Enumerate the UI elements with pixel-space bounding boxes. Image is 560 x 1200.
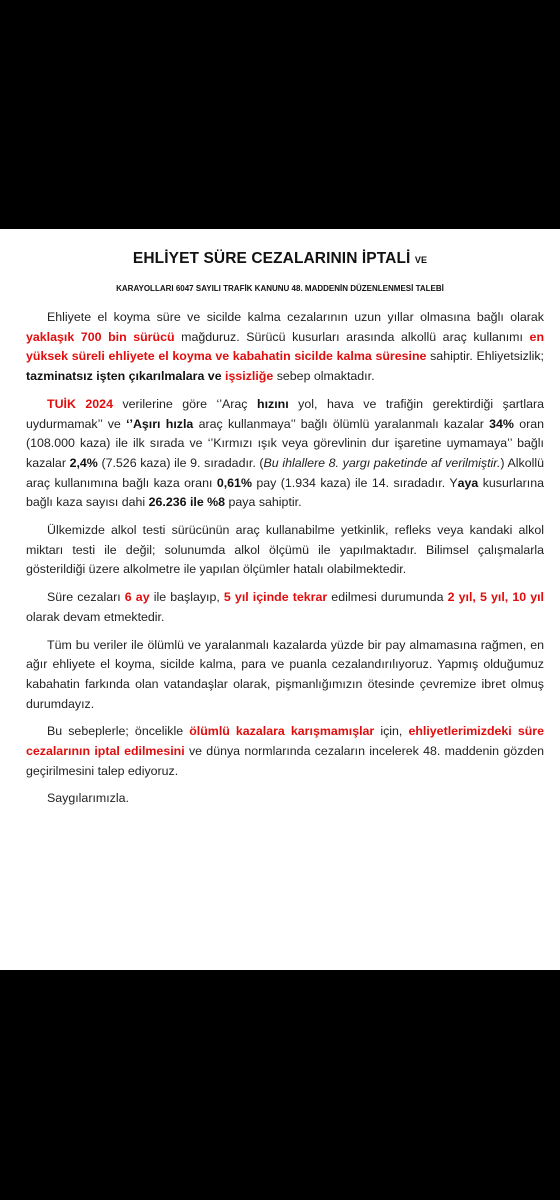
highlighted-text: ölümlü kazalara karışmamışlar (189, 724, 375, 739)
body-paragraph (26, 395, 544, 513)
highlighted-text: 2 yıl, 5 yıl, 10 yıl (447, 590, 544, 605)
bold-text: aya (457, 475, 479, 490)
paragraph-text: sahiptir. Ehliyetsizlik; (426, 349, 544, 364)
paragraph-text: Süre cezaları (47, 590, 125, 605)
paragraph-text: araç kullanmaya’’ bağlı ölümlü yaralanmalı kazalar (193, 416, 490, 431)
paragraph-text: sebep olmaktadır. (273, 369, 375, 384)
body-paragraph (26, 308, 544, 387)
body-paragraph (26, 636, 544, 715)
highlighted-text: 5 yıl içinde tekrar (223, 590, 328, 605)
paragraph-text: için, (374, 724, 409, 739)
paragraph-text: paya sahiptir. (225, 495, 302, 510)
title-text: EHLİYET SÜRE CEZALARININ İPTALİ (132, 250, 411, 267)
paragraph-text: ) Alkollü araç kullanımına bağlı kaza oranı (26, 455, 544, 490)
paragraph-text: ve dünya normlarında cezaların incelerek 48. maddenin gözden geçirilmesini talep ediyoruz. (26, 744, 544, 778)
paragraph-text: Bu sebeplerle; öncelikle (47, 724, 190, 739)
document-page (0, 229, 560, 970)
body-paragraph (26, 588, 544, 627)
highlighted-text: yaklaşık 700 bin sürücü (26, 329, 175, 344)
document-title (0, 250, 560, 268)
paragraph-text: Ehliyete el koyma süre ve sicilde kalma cezalarının uzun yıllar olmasına bağlı olarak (47, 310, 544, 324)
highlighted-text: TUİK 2024 (47, 396, 113, 411)
paragraph-text: yol, hava ve trafiğin gerektirdiği şartlara uydurmamak’’ ve (26, 396, 544, 431)
paragraph-text: verilerine göre ‘’Araç (112, 396, 257, 411)
highlighted-text: ehliyetlerimizdeki süre cezalarının iptal edilmesini (26, 724, 544, 759)
paragraph-text: Ülkemizde alkol testi sürücünün araç kullanabilme yetkinlik, refleks veya kandaki alkol miktarı testi ile değil; solunumda alkol ölçümü ile yapılmaktadır. Bilimsel çalışmalarla gösterildiği üzere alkolmetre ile yapılan ölçümler hatalı olabilmektedir. (26, 523, 544, 577)
paragraph-text: edilmesi durumunda (327, 590, 448, 605)
bold-text: 26.236 ile %8 (148, 495, 226, 510)
italic-text: Bu ihlallere 8. yargı paketinde af verilmiştir. (263, 455, 501, 470)
paragraph-text: Tüm bu veriler ile ölümlü ve yaralanmalı kazalarda yüzde bir pay almamasına rağmen, en ağır ehliyete el koyma, sicilde kalma, para ve puanla cezalandırılıyoruz. Yapmış olduğumuz kabahatin farkında olan vatandaşlar olarak, pişmanlığımızın ötesinde çevremize ibret olmuş durumdayız. (26, 637, 544, 711)
bold-text: tazminatsız işten çıkarılmalara ve (26, 369, 226, 384)
body-paragraph (26, 521, 544, 580)
highlighted-text: 6 ay (124, 590, 150, 605)
paragraph-text: (7.526 kaza) ile 9. sıradadır. ( (97, 455, 264, 470)
document-subtitle: KARAYOLLARI 6047 SAYILI TRAFİK KANUNU 48. MADDENİN DÜZENLENMESİ TALEBİ (116, 284, 444, 293)
paragraph-text: kusurlarına bağlı kaza sayısı dahi (26, 475, 544, 510)
paragraph-text: Saygılarımızla. (47, 791, 129, 806)
bold-text: 0,61% (216, 475, 252, 490)
paragraph-text: pay (1.934 kaza) ile 14. sıradadır. Y (251, 475, 458, 490)
highlighted-text: işsizliğe (225, 369, 274, 384)
bold-text: hızını (257, 396, 289, 411)
paragraph-text: oran (108.000 kaza) ile ilk sırada ve ‘’Kırmızı ışık veya görevlinin dur işaretine uymamaya’’ bağlı kazalar (26, 416, 545, 470)
paragraph-text: ile başlayıp, (149, 590, 224, 605)
bold-text: ‘’Aşırı hızla (126, 416, 194, 431)
paragraph-text: mağduruz. Sürücü kusurları arasında alkollü araç kullanımı (174, 329, 530, 344)
highlighted-text: en yüksek süreli ehliyete el koyma ve kabahatin sicilde kalma süresine (26, 329, 545, 364)
body-paragraph (26, 722, 544, 781)
paragraph-text: olarak devam etmektedir. (26, 609, 165, 624)
document-body (26, 308, 544, 817)
body-paragraph (26, 789, 544, 809)
title-suffix: VE (414, 255, 428, 265)
bold-text: 34% (489, 416, 514, 431)
bold-text: 2,4% (69, 455, 98, 470)
